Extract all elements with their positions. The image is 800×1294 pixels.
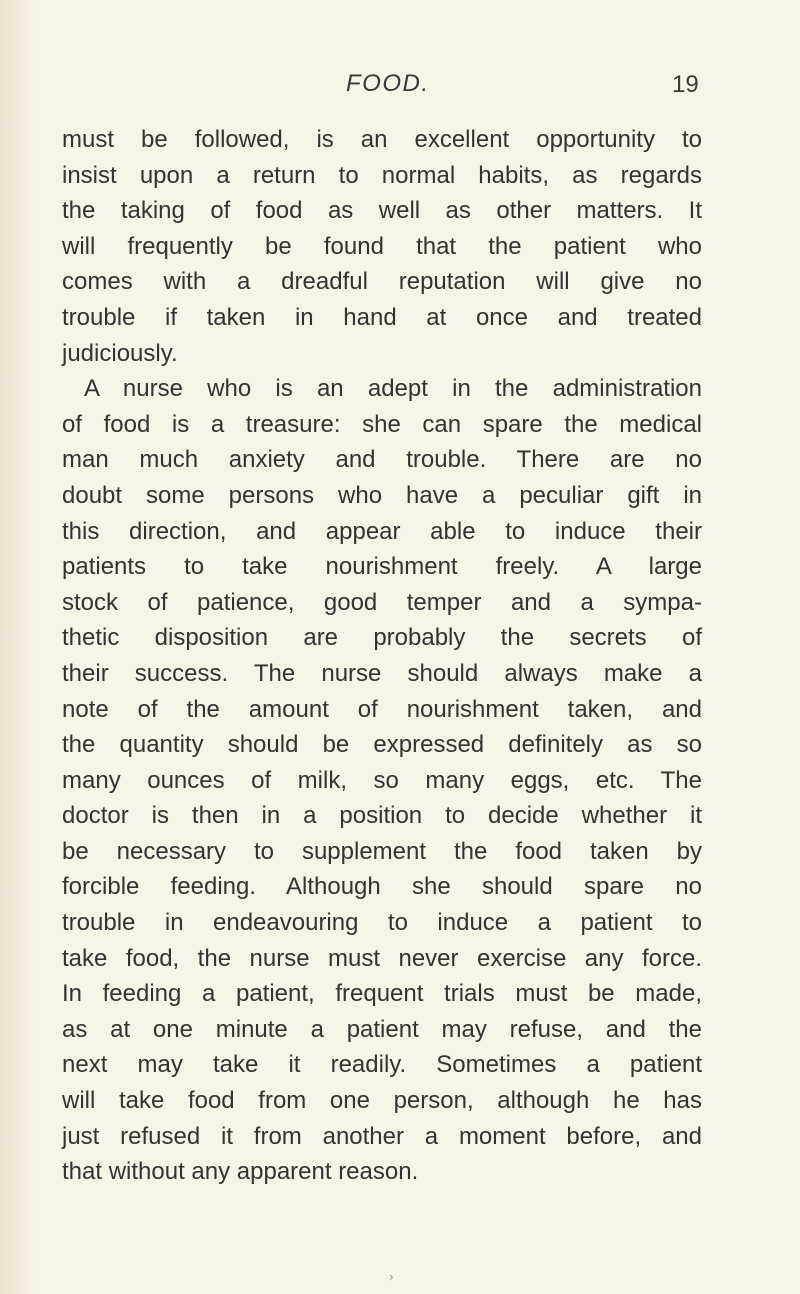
text-line: as at one minute a patient may refuse, and the [62,1015,702,1043]
text-line: this direction, and appear able to induce their [62,517,702,545]
text-line: will frequently be found that the patient who [62,232,702,260]
text-line: note of the amount of nourishment taken, and [62,695,702,723]
page-number: 19 [672,71,699,98]
text-line: many ounces of milk, so many eggs, etc. The [62,766,702,794]
text-line: the quantity should be expressed definitely as so [62,731,702,759]
text-line: man much anxiety and trouble. There are no [62,446,702,474]
body-text [62,122,702,1190]
text-line: must be followed, is an excellent opportunity to [62,126,702,153]
running-title: FOOD. [346,70,430,97]
text-line: that without any apparent reason. [62,1158,419,1186]
text-line: A nurse who is an adept in the administration [84,375,702,403]
text-line: be necessary to supplement the food taken by [62,837,702,865]
text-line: of food is a treasure: she can spare the medical [62,410,702,438]
text-line: will take food from one person, although he has [62,1087,702,1115]
text-line: forcible feeding. Although she should spare no [62,873,702,901]
text-line: comes with a dreadful reputation will give no [62,268,702,296]
text-line: stock of patience, good temper and a sympa- [62,588,702,616]
text-line: insist upon a return to normal habits, as regards [62,161,702,189]
text-line: thetic disposition are probably the secrets of [62,624,702,652]
text-line: their success. The nurse should always make a [62,659,702,687]
text-line: doubt some persons who have a peculiar gift in [62,481,702,509]
running-head [0,70,800,104]
text-line: next may take it readily. Sometimes a patient [62,1051,702,1079]
text-line: trouble in endeavouring to induce a patient to [62,909,702,937]
text-line: just refused it from another a moment before, and [62,1122,702,1150]
text-line: In feeding a patient, frequent trials must be made, [62,980,702,1008]
text-line: trouble if taken in hand at once and treated [62,303,702,331]
text-line: judiciously. [62,339,178,367]
text-line: take food, the nurse must never exercise any force. [62,944,702,972]
text-line: doctor is then in a position to decide whether it [62,802,702,830]
footer-mark: › [389,1270,394,1284]
text-line: the taking of food as well as other matters. It [62,197,702,225]
text-line: patients to take nourishment freely. A large [62,553,702,581]
